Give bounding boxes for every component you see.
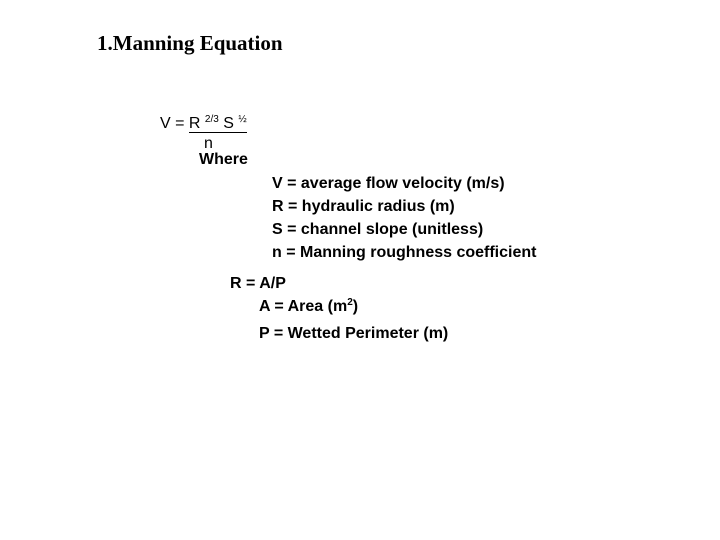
radius-exponent: 2/3: [204, 114, 219, 125]
equation-fraction-numerator: [189, 115, 247, 133]
area-exponent: 2: [347, 297, 353, 308]
area-text: A = Area (m: [259, 298, 348, 315]
slope-symbol: S: [223, 115, 234, 132]
where-label: Where: [199, 151, 248, 168]
manning-equation-denominator: n: [204, 135, 213, 152]
equation-lhs: V =: [160, 115, 189, 132]
slide-title: 1.Manning Equation: [97, 31, 283, 55]
perimeter-definition: P = Wetted Perimeter (m): [259, 325, 449, 342]
area-definition: [259, 296, 358, 318]
manning-equation-numerator: [160, 114, 247, 134]
definition-velocity: V = average flow velocity (m/s): [272, 175, 505, 192]
hydraulic-radius-symbol: R: [188, 115, 201, 132]
area-close: ): [352, 298, 359, 315]
definition-slope: S = channel slope (unitless): [272, 221, 484, 238]
variable-definitions: [272, 172, 536, 264]
definition-hydraulic-radius: R = hydraulic radius (m): [272, 198, 455, 215]
radius-equation: R = A/P: [230, 275, 286, 292]
definition-roughness: n = Manning roughness coefficient: [272, 244, 537, 261]
slope-exponent: ½: [238, 114, 247, 125]
